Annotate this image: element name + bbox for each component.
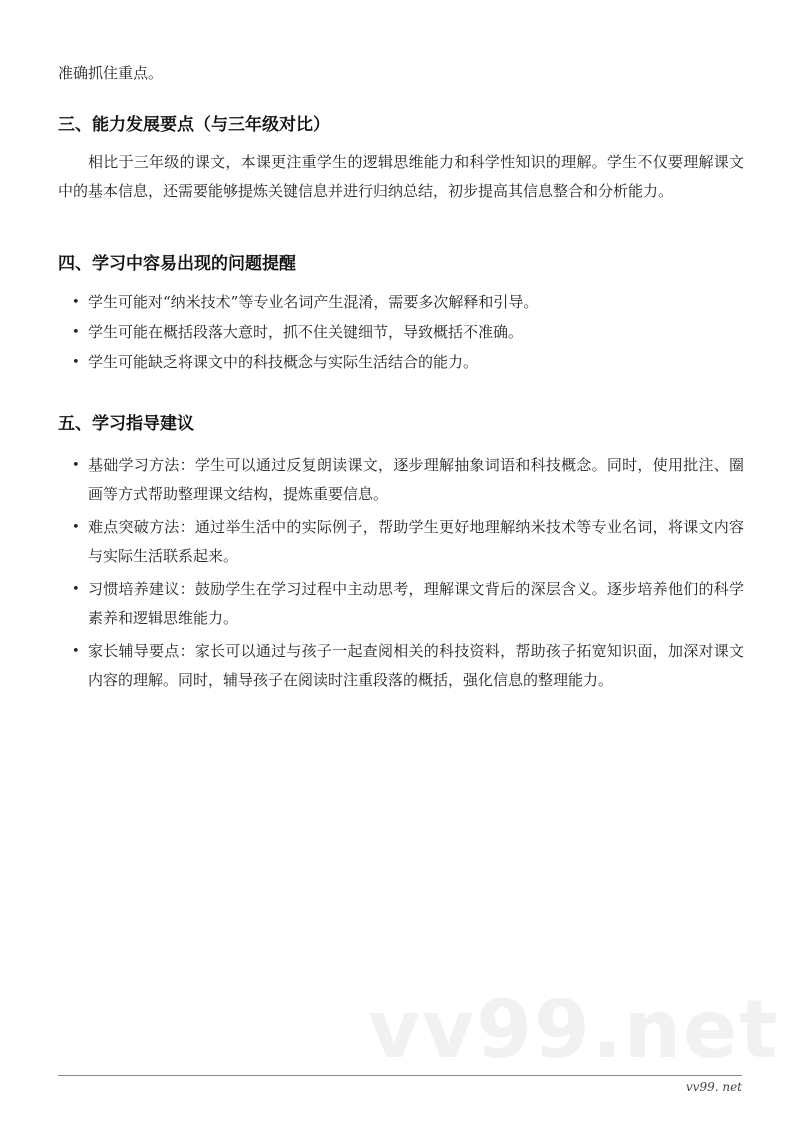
- section-4-heading: 四、学习中容易出现的问题提醒: [58, 254, 296, 274]
- watermark-logo: vv99.net: [368, 983, 780, 1076]
- list-item-text: 难点突破方法：通过举生活中的实际例子，帮助学生更好地理解纳米技术等专业名词，将课文内容与实际生活联系起来。: [88, 518, 744, 565]
- footer-divider: [58, 1075, 742, 1076]
- list-item: [58, 575, 744, 633]
- list-item-text: 学生可能缺乏将课文中的科技概念与实际生活结合的能力。: [88, 353, 479, 371]
- list-item: [58, 348, 744, 377]
- list-item-text: 学生可能在概括段落大意时，抓不住关键细节，导致概括不准确。: [88, 323, 524, 341]
- section-5-list: [58, 451, 744, 695]
- list-item-text: 家长辅导要点：家长可以通过与孩子一起查阅相关的科技资料，帮助孩子拓宽知识面，加深对课文内容的理解。同时，辅导孩子在阅读时注重段落的概括，强化信息的整理能力。: [88, 642, 744, 689]
- footer-site-label: vv99. net: [685, 1080, 742, 1094]
- section-5-heading: 五、学习指导建议: [58, 414, 194, 434]
- list-item: [58, 318, 744, 347]
- list-item-text: 基础学习方法：学生可以通过反复朗读课文，逐步理解抽象词语和科技概念。同时，使用批注、圈画等方式帮助整理课文结构，提炼重要信息。: [88, 456, 744, 503]
- list-item-text: 习惯培养建议：鼓励学生在学习过程中主动思考，理解课文背后的深层含义。逐步培养他们的科学素养和逻辑思维能力。: [88, 580, 744, 627]
- bullet-icon: •: [72, 295, 80, 310]
- section-3-body: 相比于三年级的课文，本课更注重学生的逻辑思维能力和科学性知识的理解。学生不仅要理解课文中的基本信息，还需要能够提炼关键信息并进行归纳总结，初步提高其信息整合和分析能力。: [58, 153, 744, 200]
- list-item: [58, 513, 744, 571]
- intro-tail-text: 准确抓住重点。: [58, 64, 164, 82]
- bullet-icon: •: [72, 520, 80, 535]
- section-4-list: [58, 288, 744, 377]
- section-3-heading: 三、能力发展要点（与三年级对比）: [58, 115, 330, 135]
- bullet-icon: •: [72, 644, 80, 659]
- list-item: [58, 451, 744, 509]
- list-item-text: 学生可能对“纳米技术”等专业名词产生混淆，需要多次解释和引导。: [88, 293, 539, 311]
- bullet-icon: •: [72, 458, 80, 473]
- bullet-icon: •: [72, 355, 80, 370]
- bullet-icon: •: [72, 582, 80, 597]
- bullet-icon: •: [72, 325, 80, 340]
- list-item: [58, 288, 744, 317]
- list-item: [58, 637, 744, 695]
